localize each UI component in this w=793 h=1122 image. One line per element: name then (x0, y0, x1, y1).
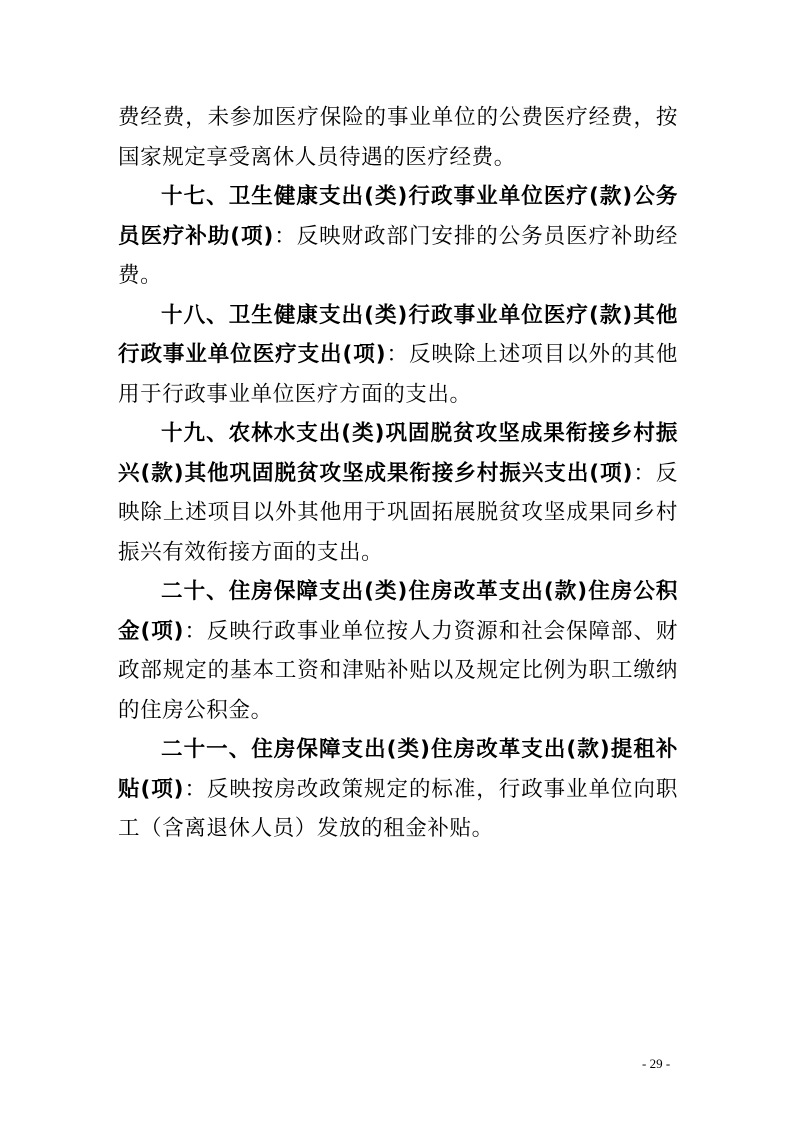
paragraph-body: ：反映除上述项目以外其他用于巩固拓展脱贫攻坚成果同乡村振兴有效衔接方面的支出。 (118, 460, 678, 565)
paragraph-body: 费经费，未参加医疗保险的事业单位的公费医疗经费，按国家规定享受离休人员待遇的医疗经费。 (118, 105, 678, 170)
document-body (118, 98, 678, 849)
paragraph-heading: 二十、住房保障支出(类)住房改革支出(款)住房公积金(项) (118, 579, 678, 644)
paragraph-heading: 二十一、住房保障支出(类)住房改革支出(款)提租补贴(项) (118, 737, 678, 802)
paragraph-body: ：反映财政部门安排的公务员医疗补助经费。 (118, 223, 678, 288)
paragraph-body: ：反映按房改政策规定的标准，行政事业单位向职工（含离退休人员）发放的租金补贴。 (118, 776, 678, 841)
paragraph-item-21 (118, 730, 678, 849)
paragraph-item-17 (118, 177, 678, 296)
paragraph-heading: 十九、农林水支出(类)巩固脱贫攻坚成果衔接乡村振兴(款)其他巩固脱贫攻坚成果衔接乡村振兴支出(项) (118, 421, 678, 486)
paragraph-item-18 (118, 296, 678, 415)
page-number: - 29 - (642, 1056, 671, 1071)
paragraph-body: ：反映行政事业单位按人力资源和社会保障部、财政部规定的基本工资和津贴补贴以及规定比例为职工缴纳的住房公积金。 (118, 618, 678, 723)
paragraph-continued (118, 98, 678, 177)
paragraph-heading: 十八、卫生健康支出(类)行政事业单位医疗(款)其他行政事业单位医疗支出(项) (118, 302, 678, 367)
paragraph-body: ：反映除上述项目以外的其他用于行政事业单位医疗方面的支出。 (118, 342, 678, 407)
paragraph-heading: 十七、卫生健康支出(类)行政事业单位医疗(款)公务员医疗补助(项) (118, 184, 678, 249)
paragraph-item-19 (118, 414, 678, 572)
paragraph-item-20 (118, 572, 678, 730)
